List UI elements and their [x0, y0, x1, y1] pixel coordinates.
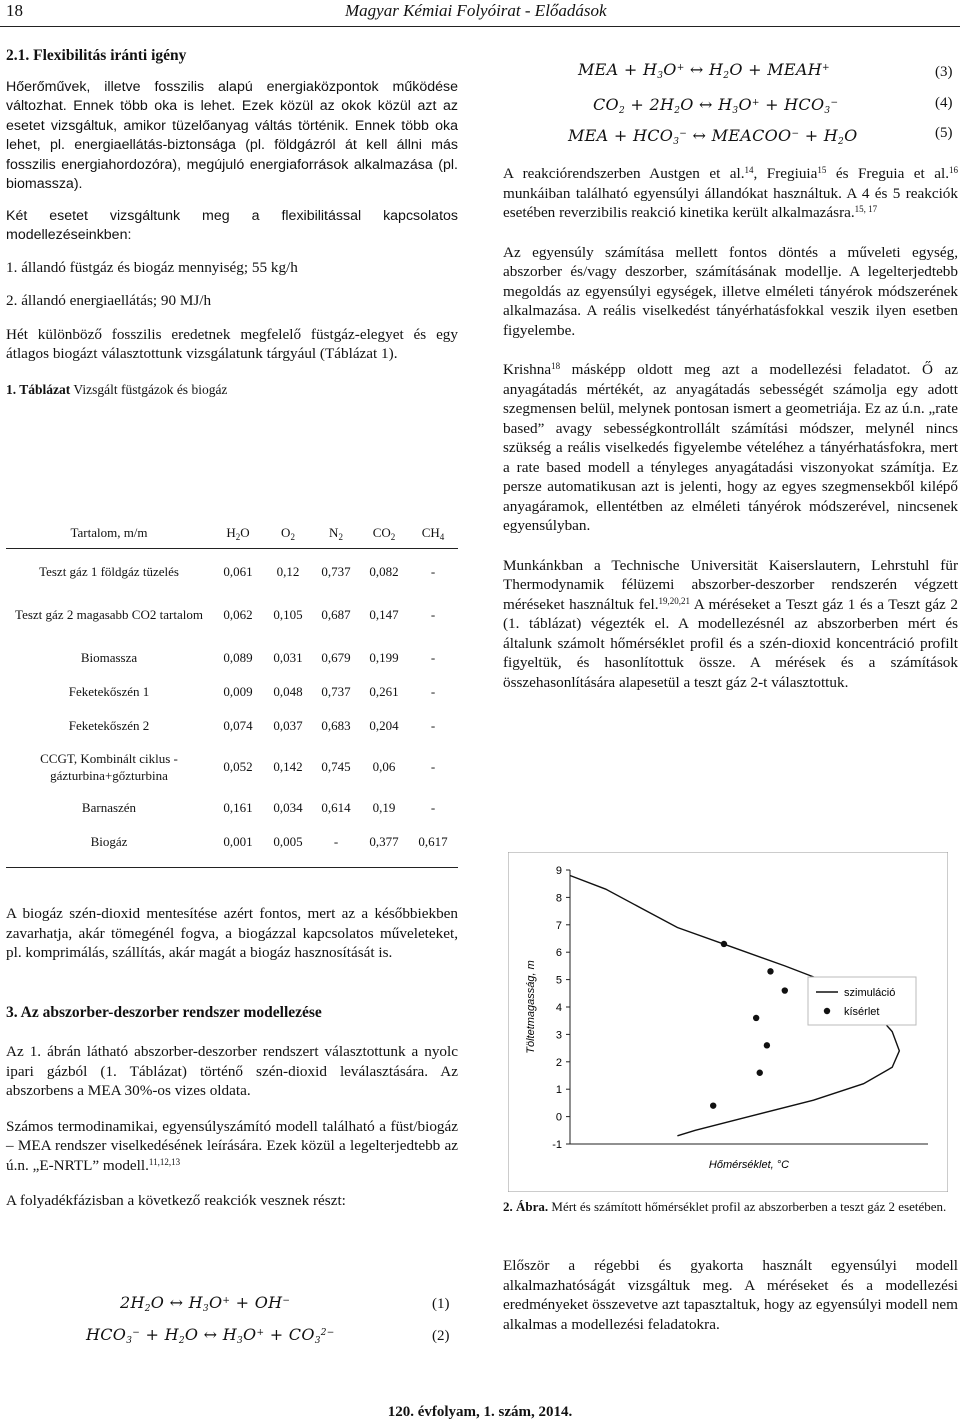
paragraph-flexibility: Hőerőművek, illetve fosszilis alapú energiaközpontok működése változhat. Ennek több oka is lehet. Ezek közül az okok közül azt az esetet vizsgáltuk, amikor tüzelőanyag váltás történik. Ennek több oka lehet, pl. energiaellátás-biztonsága (pl. földgázról át kell állni más fosszilis energiahordozóra), megújuló energiaforrások alkalmazása (pl. biomassza). [6, 78, 458, 192]
table-header-row [6, 518, 458, 548]
table-row [6, 675, 458, 709]
table-cell-value: 0,737 [321, 563, 351, 579]
table-cell-value: 0,052 [223, 758, 253, 774]
y-tick-label: 7 [555, 919, 562, 932]
table-cell-value: 0,001 [223, 833, 253, 849]
paragraph-equilibrium-constants: A reakciórendszerben Austgen et al.$^{14}$, Fregiuia$^{15}$ és Freguia et al.$^{16}$ munkáiban található egyensúlyi állandókat használtuk. A 4 és 5 reakciók esetében reverzibilis reakció kinetika került alkalmazásra.$^{15, 17}$ [503, 165, 958, 221]
paragraph-biogas: A biogáz szén-dioxid mentesítése azért fontos, mert az a későbbiekben zavarhatja, akár tömegénél fogva, a biogázzal kapcsolatos műveleteket, pl. komprimálás, szállítás, akár magát a biogáz hasznosítását is. [6, 905, 458, 961]
figure-caption-label: 2. Ábra. [503, 1199, 549, 1214]
paragraph-unit-model: Az egyensúly számítása mellett fontos döntés a műveleti egység, abszorber és/vagy deszorber, számításának modellje. A legelterjedtebb megoldás az egyensúlyi egységek, illetve elméleti tányérok módszerének alkalmazása. A reális viselkedést tányérhatásfokkal veszik ilyen esetben figyelembe. [503, 243, 958, 339]
equation-2-number: (2) [432, 1328, 450, 1344]
section-heading-3: 3. Az abszorber-deszorber rendszer modellezése [6, 1003, 322, 1021]
table-row [6, 555, 458, 589]
figure-caption-text: Mért és számított hőmérséklet profil az abszorberben a teszt gáz 2 esetében. [551, 1199, 947, 1214]
table-header-n2: $N_2$ [329, 524, 343, 542]
equation-1-number: (1) [432, 1296, 450, 1312]
paragraph-equilibrium-model: Először a régebbi és gyakorta használt egyensúlyi modell alkalmazhatóságát vizsgáltuk meg. A méréseket és a modellezési eredményeket összevetve azt tapasztaltuk, hogy az egyensúlyi modell nem alkalmas a modellezési feladatokra. [503, 1257, 958, 1333]
paragraph-measurements: Munkánkban a Technische Universität Kaiserslautern, Lehrstuhl für Thermodynamik félüzemi abszorber-deszorber rendszerén végzett méréseket használtuk fel.$^{19,20,21}$ A méréseket a Teszt gáz 1 és a Teszt gáz 2 (1. táblázat) végezték el. A modellezésnél az abszorberben mért és általunk számolt hőmérséklet profil és a szén-dioxid koncentráció profilt figyeltük, és hasonlítottuk össze. A mérések és a számítások összehasonlítására alapesetül a teszt gáz 2-t választottuk. [503, 556, 958, 691]
table-cell-value: - [430, 683, 436, 699]
figure-2-chart [508, 852, 948, 1192]
table-cell-value: 0,12 [276, 563, 300, 579]
table-cell-value: - [430, 717, 436, 733]
y-tick-label: 3 [555, 1029, 562, 1042]
table-row [6, 641, 458, 675]
equation-2: $HCO_3^- + H_2O$ ↔ $H_3O^+ + CO_3^{2-}$ [86, 1325, 335, 1346]
y-tick-label: 1 [555, 1084, 562, 1097]
table-cell-value: 0,679 [321, 649, 351, 665]
table-cell-value: - [430, 563, 436, 579]
y-tick-label: 5 [555, 974, 562, 987]
page-number: 18 [6, 1, 23, 20]
table-cell-value: - [430, 606, 436, 622]
table-cell-label: Barnaszén [81, 800, 137, 815]
table-cell-label: Teszt gáz 2 magasabb CO2 tartalom [15, 607, 203, 622]
table-cell-value: 0,06 [372, 758, 396, 774]
right-column [503, 164, 958, 704]
journal-title: Magyar Kémiai Folyóirat - Előadások [345, 1, 607, 20]
table-cell-label: Biogáz [90, 834, 128, 849]
experiment-point [757, 1070, 763, 1076]
table-cell-value: - [430, 649, 436, 665]
table-row [6, 709, 458, 743]
table-cell-value: 0,048 [273, 683, 303, 699]
table-cell-value: - [430, 758, 436, 774]
table-row [6, 825, 458, 859]
experiment-point [764, 1042, 770, 1048]
experiment-point [767, 968, 773, 974]
legend-dot-swatch [824, 1008, 830, 1014]
y-tick-label: 4 [555, 1002, 562, 1014]
table-cell-label: CCGT, Kombinált ciklus - gázturbina+gőzturbina [40, 750, 178, 783]
table-cell-label: Biomassza [80, 650, 138, 665]
table-cell-value: 0,617 [418, 833, 448, 849]
footer-issue: 120. évfolyam, 1. szám, 2014. [387, 1404, 573, 1420]
page-header [0, 0, 960, 28]
equation-4-number: (4) [935, 95, 953, 111]
paragraph-krishna: Krishna$^{18}$ másképp oldott meg azt a modellezési feladatot. Ő az anyagátadás mértékét, az anyagátadás sebességét számolja egy adott szegmensen belül, melynek pontosan ismert a geometriája. Ez az ú.n. „rate based” avagy sebességkontrollált számítási módszer, melynél nincs szükség a reális viselkedés figyelembe vételéhez a tányérhatásfokra, mert a rate based modell a tényleges anyagátadási viszonyokat számítja. Ez persze automatikusan azt is jelenti, hogy az egyes szegmensekből kilépő anyagáramok, ellentétben az elméleti tányérok módszerével, nincsenek egyensúlyban. [503, 361, 958, 534]
table-cell-value: 0,687 [321, 606, 351, 622]
left-column [6, 46, 458, 399]
table-cell-value: 0,082 [369, 563, 399, 579]
table-1 [6, 518, 458, 868]
table-header-h2o: $H_2O$ [226, 524, 250, 542]
table-cell-value: 0,19 [372, 799, 396, 815]
list-item-1: 1. állandó füstgáz és biogáz mennyiség; 55 kg/h [6, 258, 298, 276]
table-caption-label: 1. Táblázat [6, 381, 71, 397]
table-cell-value: 0,199 [369, 649, 399, 665]
equation-5-number: (5) [935, 125, 953, 141]
table-cell-label: Feketekőszén 2 [68, 718, 150, 733]
table-cell-value: 0,745 [321, 758, 351, 774]
table-cell-value: 0,204 [369, 717, 399, 733]
paragraph-models: Számos termodinamikai, egyensúlyszámító modell található a füst/biogáz – MEA rendszer viselkedésének leírására. Ezek közül a legelterjedtebb az ú.n. „E-NRTL” modell.$^{11,12,13}$ [6, 1117, 458, 1174]
experiment-point [710, 1102, 716, 1108]
y-tick-label: -1 [552, 1139, 562, 1151]
table-cell-value: 0,377 [369, 833, 399, 849]
table-cell-value: 0,062 [223, 606, 253, 622]
right-lower-column [503, 1256, 958, 1346]
paragraph-absorber: Az 1. ábrán látható abszorber-deszorber rendszert választottunk a nyolc ipari gázból (1. Táblázat) történő szén-dioxid leválasztására. Az abszorbens a MEA 30%-os vizes oldata. [6, 1043, 458, 1099]
y-tick-label: 9 [555, 865, 562, 877]
table-cell-value: 0,074 [223, 717, 253, 733]
table-row [6, 743, 458, 791]
table-cell-value: 0,009 [223, 683, 253, 699]
table-cell-value: 0,031 [273, 649, 303, 665]
y-tick-label: 2 [555, 1056, 562, 1069]
table-cell-value: 0,683 [321, 717, 351, 733]
table-cell-value: 0,105 [273, 606, 303, 622]
table-header-ch4: $CH_4$ [421, 524, 445, 542]
paragraph-gas-mixtures: Hét különböző fosszilis eredetnek megfelelő füstgáz-elegyet és egy átlagos biogázt választottunk vizsgálatunk tárgyául (Táblázat 1). [6, 325, 458, 362]
table-cell-label: Teszt gáz 1 földgáz tüzelés [39, 564, 179, 579]
table-cell-label: Feketekőszén 1 [68, 684, 150, 699]
table-cell-value: 0,005 [273, 833, 303, 849]
equation-3: MEA + $H_3O^+$ ↔ $H_2O$ + MEAH+ [578, 60, 830, 81]
left-lower-column [6, 904, 458, 1223]
section-heading-2-1: 2.1. Flexibilitás iránti igény [6, 47, 187, 64]
x-axis-label: Hőmérséklet, °C [708, 1159, 790, 1171]
table-cell-value: 0,089 [223, 649, 253, 665]
equation-3-number: (3) [935, 64, 953, 80]
list-item-2: 2. állandó energiaellátás; 90 MJ/h [6, 292, 212, 309]
table-cell-value: 0,142 [273, 758, 303, 774]
table-row [6, 791, 458, 825]
table-cell-value: 0,261 [369, 683, 399, 699]
figure-caption [503, 1198, 958, 1216]
table-caption [6, 380, 458, 400]
table-cell-value: 0,161 [223, 799, 253, 815]
experiment-point [721, 941, 727, 947]
experiment-point [782, 987, 788, 993]
equation-4: $CO_2 + 2H_2O$ ↔ $H_3O^+ + HCO_3^-$ [593, 95, 839, 116]
table-cell-value: 0,737 [321, 683, 351, 699]
table-cell-value: 0,061 [223, 563, 253, 579]
table-header-content: Tartalom, m/m [70, 524, 148, 540]
equation-1: $2H_2O$ ↔ $H_3O^+ + OH^-$ [120, 1293, 291, 1314]
table-row [6, 589, 458, 641]
y-tick-label: 0 [555, 1111, 562, 1124]
table-cell-value: 0,034 [273, 799, 303, 815]
legend-label-simulation: szimuláció [844, 987, 896, 999]
experiment-point [753, 1015, 759, 1021]
y-axis-label: Töltetmagasság, m [525, 960, 537, 1054]
y-tick-label: 8 [555, 892, 562, 905]
equation-5: MEA + $HCO_3^-$ ↔ MEACOO− + $H_2O$ [568, 126, 858, 147]
paragraph-two-cases: Két esetet vizsgáltunk meg a flexibilitással kapcsolatos modellezéseinkben: [6, 207, 458, 243]
table-caption-text: Vizsgált füstgázok és biogáz [73, 381, 228, 397]
table-header-o2: $O_2$ [281, 524, 295, 542]
table-cell-value: 0,147 [369, 606, 399, 622]
table-cell-value: 0,037 [273, 717, 303, 733]
header-rule [0, 26, 960, 27]
table-cell-value: - [333, 833, 339, 849]
table-cell-value: - [430, 799, 436, 815]
legend-label-experiment: kísérlet [844, 1006, 880, 1018]
table-cell-value: 0,614 [321, 799, 351, 815]
table-header-co2: $CO_2$ [372, 524, 396, 542]
y-tick-label: 6 [555, 947, 562, 960]
paragraph-reactions-intro: A folyadékfázisban a következő reakciók vesznek részt: [6, 1192, 346, 1209]
